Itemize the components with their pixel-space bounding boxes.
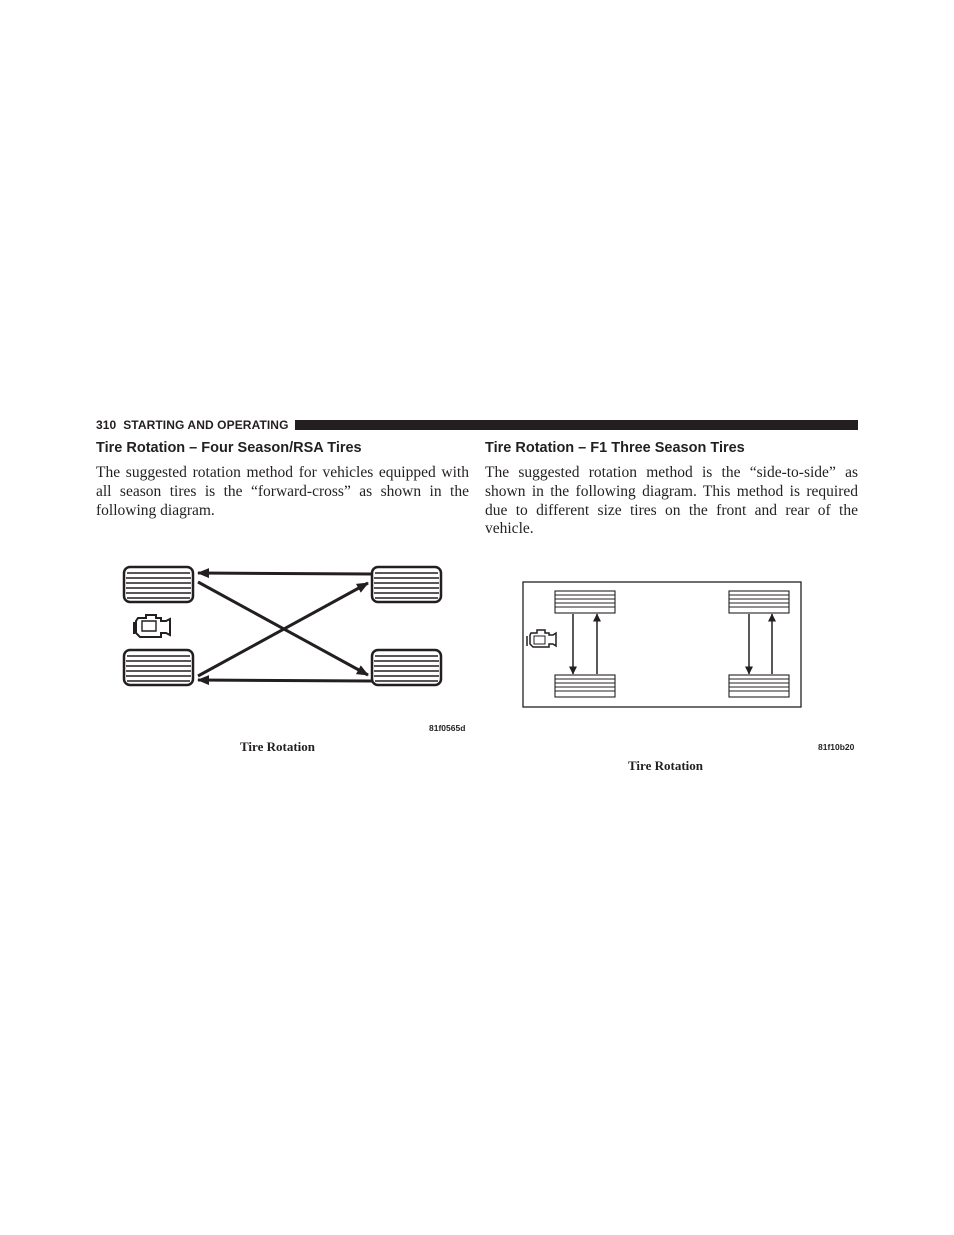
page-number: 310 [96,418,117,432]
section-title: STARTING AND OPERATING [123,418,289,432]
left-section-title: Tire Rotation – Four Season/RSA Tires [96,440,362,456]
right-figure-caption: Tire Rotation [628,758,703,773]
right-figure-code: 81f10b20 [818,742,855,752]
forward-cross-diagram [118,560,448,692]
header-rule [295,420,858,430]
arrow-front-right-to-rear-left [198,680,372,681]
tire-front-right [372,567,441,602]
arrow-rear-right-to-front-left [198,573,372,574]
right-column [485,438,858,539]
left-figure-code: 81f0565d [429,723,466,733]
tire-rear-right [729,675,789,697]
side-to-side-diagram [522,581,803,709]
left-section-body: The suggested rotation method for vehicles equipped with all season tires is the “forward-cross” as shown in the following diagram. [96,464,469,519]
left-column [96,438,469,520]
rotation-arrows [198,573,372,681]
tire-front-right [729,591,789,613]
page-header [96,417,858,433]
right-section-body: The suggested rotation method is the “side-to-side” as shown in the following diagram. This method is required due to different size tires on the front and rear of the vehicle. [485,464,858,538]
tire-front-left [124,567,193,602]
right-section-title: Tire Rotation – F1 Three Season Tires [485,440,745,456]
tire-rear-left [555,675,615,697]
page-number-and-section [96,418,289,432]
tire-front-left [555,591,615,613]
left-figure-caption: Tire Rotation [240,739,315,754]
tire-rear-right [372,650,441,685]
tire-rear-left [124,650,193,685]
engine-icon [134,615,170,637]
